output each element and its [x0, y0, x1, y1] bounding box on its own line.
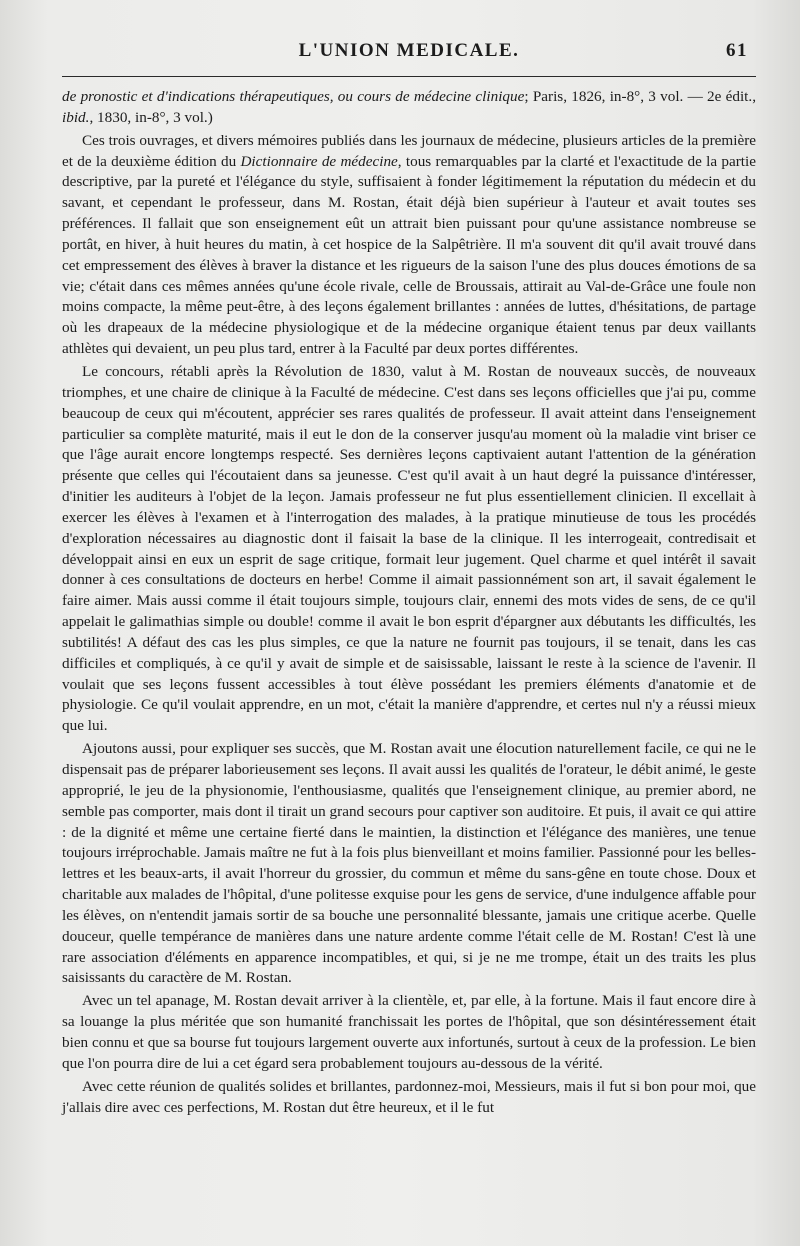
paragraph-4: Avec un tel apanage, M. Rostan devait arriver à la clientèle, et, par elle, à la fortune. Mais il faut encore dire à sa louange la plus méritée que son humanité franchissait les portes de l'hôpital, que son désintéressement était bien connu et que sa bourse fut toujours largement ouverte aux infortunés, surtout à ceux de la profession. Le bien que l'on pourra dire de lui a cet égard sera probablement toujours au-dessous de la vérité.: [62, 992, 756, 1072]
paragraph-1-text-b: , tous remarquables par la clarté et l'exactitude de la partie descriptive, par la pureté et l'élégance du style, suffisaient à fonder légitimement la réputation du médecin et du savant, et cependant le professeur, dans M. Rostan, était déjà bien supérieur à l'auteur et avait toutes ses préférences. Il fallait que son enseignement eût un attrait bien puissant pour qu'une assistance nombreuse se portât, en hiver, à huit heures du matin, à cet hospice de la Salpêtrière. Il m'a souvent dit qu'il avait trouvé dans cet empressement des élèves à braver la distance et les rigueurs de la saison l'une des plus douces émotions de sa vie; c'était dans ces mêmes années qu'une école rivale, celle de Broussais, attirait au Val-de-Grâce une foule non moins compacte, la même peut-être, à des leçons également brillantes : années de luttes, d'hésitations, de partage où les drapeaux de la médecine physiologique et de la médecine organique étaient tenus par deux vaillants athlètes qui devaient, un peu plus tard, entrer à la Faculté par deux portes différentes.: [62, 152, 756, 358]
paragraph-3: Ajoutons aussi, pour expliquer ses succès, que M. Rostan avait une élocution naturellement facile, ce qui ne le dispensait pas de préparer laborieusement ses leçons. Il avait aussi les qualités de l'orateur, le débit animé, le geste approprié, le jeu de la physionomie, l'enthousiasme, qualités que l'enseignement clinique, au premier abord, ne semble pas comporter, mais dont il tirait un grand secours pour captiver son auditoire. Et puis, il avait ce qui attire : de la dignité et même une certaine fierté dans le maintien, la distinction et l'élégance des manières, une tenue toujours irréprochable. Jamais maître ne fut à la fois plus bienveillant et moins familier. Passionné pour les belles-lettres et les beaux-arts, il avait l'horreur du grossier, du commun et même du sans-gêne en toute chose. Doux et charitable aux malades de l'hôpital, d'une politesse exquise pour les gens de service, d'une indulgence affable pour les élèves, on n'entendit jamais sortir de sa bouche une personnalité blessante, jamais une critique acerbe. Quelle douceur, quelle tempérance de manières dans une nature ardente comme l'était celle de M. Rostan! C'est là une rare association d'éléments en apparence incompatibles, et qui, si je ne me trompe, était un des traits les plus saisissants du caractère de M. Rostan.: [62, 740, 756, 987]
book-title-italic: de pronostic et d'indications thérapeutiques, ou cours de médecine clinique: [62, 88, 525, 105]
citation-text: ; Paris, 1826, in-8°, 3 vol. — 2e édit.,: [524, 88, 756, 105]
dictionary-title-italic: Dictionnaire de médecine: [240, 152, 398, 170]
ibid-italic: ibid.: [62, 108, 90, 126]
paragraph-1: [62, 131, 756, 360]
paragraph-1-text-a: Ces trois ouvrages, et divers mémoires publiés dans les journaux de médecine, plusieurs articles de la première et de la deuxième édition du: [62, 131, 756, 170]
header-rule: [62, 76, 756, 77]
paragraph-0: [62, 87, 756, 129]
journal-title: L'UNION MEDICALE.: [298, 40, 520, 61]
paragraph-5: Avec cette réunion de qualités solides et brillantes, pardonnez-moi, Messieurs, mais il fut si bon pour moi, que j'allais dire avec ces perfections, M. Rostan dut être heureux, et il le fut: [62, 1077, 756, 1116]
article-body: [62, 87, 756, 1118]
paragraph-2: Le concours, rétabli après la Révolution de 1830, valut à M. Rostan de nouveaux succès, de nouveaux triomphes, et une chaire de clinique à la Faculté de médecine. C'est dans ses leçons officielles que j'ai pu, comme beaucoup de ceux qui m'écoutent, apprécier ses rares qualités de professeur. Il avait atteint dans l'enseignement particulier sa complète maturité, mais il eut le don de la conserver jusqu'au moment où la maladie vint briser ce que l'âge aurait encore longtemps respecté. Ses dernières leçons captivaient autant l'attention de la génération présente que celles qui l'écoutaient dans sa jeunesse. C'est qu'il avait à un haut degré la puissance d'intéresser, d'initier les auditeurs à l'objet de la leçon. Jamais professeur ne fut plus essentiellement clinicien. Il excellait à exercer les élèves à l'examen et à l'interrogation des malades, à la pratique minutieuse de tous les procédés d'exploration nécessaires au diagnostic dont il faisait la base de la clinique. Il les interrogeait, contredisait et développait ainsi en eux un esprit de sage critique, formait leur jugement. Quel charme et quel intérêt il savait donner à ces consultations de docteurs en herbe! Comme il aimait passionnément son art, il savait également le faire aimer. Mais aussi comme il était toujours simple, toujours clair, ennemi des mots vides de sens, de ce qu'il appelait le galimathias simple ou double! comme il avait le bon esprit d'épargner aux débutants les difficultés, les subtilités! A défaut des cas les plus simples, ce que la nature ne fournit pas toujours, il se tenait, dans les cas difficiles et compliqués, à ce qu'il y avait de simple et de saisissable, laissant le reste à la science de l'avenir. Il voulait que ses leçons fussent accessibles à tout élève possédant les premiers éléments d'anatomie et de physiologie. Ce qu'il voulait apprendre, en un mot, c'était la manière d'apprendre, et certes nul n'y a réussi mieux que lui.: [62, 362, 756, 735]
page-number: 61: [726, 40, 748, 61]
running-head: [62, 40, 756, 68]
citation-end: , 1830, in-8°, 3 vol.): [89, 108, 213, 126]
